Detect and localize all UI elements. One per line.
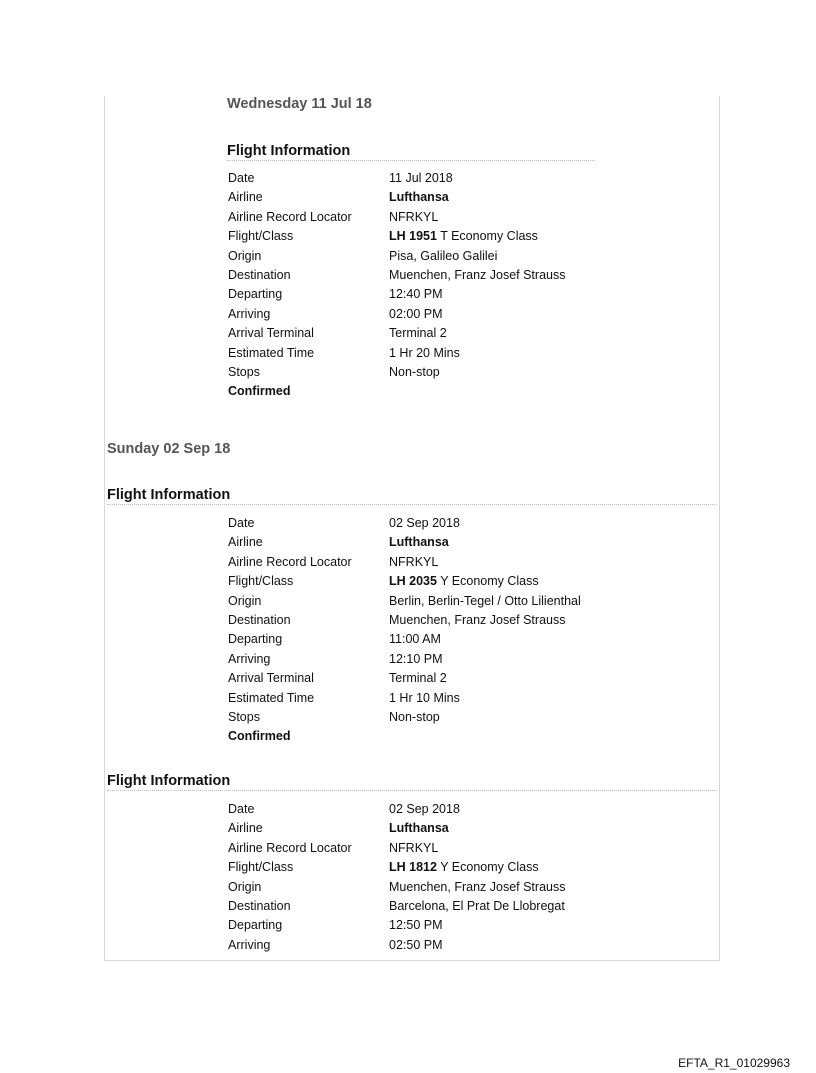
date-value: 11 Jul 2018: [389, 171, 453, 185]
date-value: 02 Sep 2018: [389, 802, 460, 816]
day-heading: Wednesday 11 Jul 18: [227, 96, 372, 112]
status-value: Confirmed: [228, 729, 291, 744]
flight-info-heading: Flight Information: [107, 773, 717, 791]
arriving-value: 02:00 PM: [389, 306, 443, 321]
record-locator-value: NFRKYL: [389, 840, 439, 855]
arriving-value: 12:10 PM: [389, 651, 443, 666]
flight-class: Y Economy Class: [440, 860, 539, 875]
status-value: Confirmed: [228, 384, 291, 399]
stops-value: Non-stop: [389, 364, 440, 379]
origin-value: Berlin, Berlin-Tegel / Otto Lilienthal: [389, 593, 581, 608]
document-id: EFTA_R1_01029963: [678, 1056, 790, 1070]
record-locator-value: NFRKYL: [389, 554, 439, 569]
flight-info-heading: Flight Information: [107, 487, 717, 505]
flight-class: T Economy Class: [440, 229, 538, 244]
arrival-terminal-value: Terminal 2: [389, 326, 447, 341]
record-locator-value: NFRKYL: [389, 209, 439, 224]
airline-value: Lufthansa: [389, 535, 449, 550]
estimated-time-value: 1 Hr 20 Mins: [389, 345, 460, 360]
departing-value: 12:40 PM: [389, 287, 443, 302]
destination-value: Muenchen, Franz Josef Strauss: [389, 267, 566, 282]
flight-class: Y Economy Class: [440, 574, 539, 589]
flight-number: LH 1812: [389, 860, 437, 875]
origin-value: Pisa, Galileo Galilei: [389, 248, 498, 263]
airline-value: Lufthansa: [389, 821, 449, 836]
day-heading: Sunday 02 Sep 18: [107, 441, 231, 457]
flight-number: LH 1951: [389, 229, 437, 244]
stops-value: Non-stop: [389, 709, 440, 724]
flight-info-heading: Flight Information: [227, 143, 595, 161]
airline-value: Lufthansa: [389, 190, 449, 205]
flight-number: LH 2035: [389, 574, 437, 589]
departing-value: 11:00 AM: [389, 632, 441, 647]
origin-value: Muenchen, Franz Josef Strauss: [389, 879, 566, 894]
date-value: 02 Sep 2018: [389, 516, 460, 530]
departing-value: 12:50 PM: [389, 918, 443, 933]
destination-value: Barcelona, El Prat De Llobregat: [389, 898, 565, 913]
arrival-terminal-value: Terminal 2: [389, 671, 447, 686]
estimated-time-value: 1 Hr 10 Mins: [389, 690, 460, 705]
destination-value: Muenchen, Franz Josef Strauss: [389, 612, 566, 627]
arriving-value: 02:50 PM: [389, 937, 443, 952]
